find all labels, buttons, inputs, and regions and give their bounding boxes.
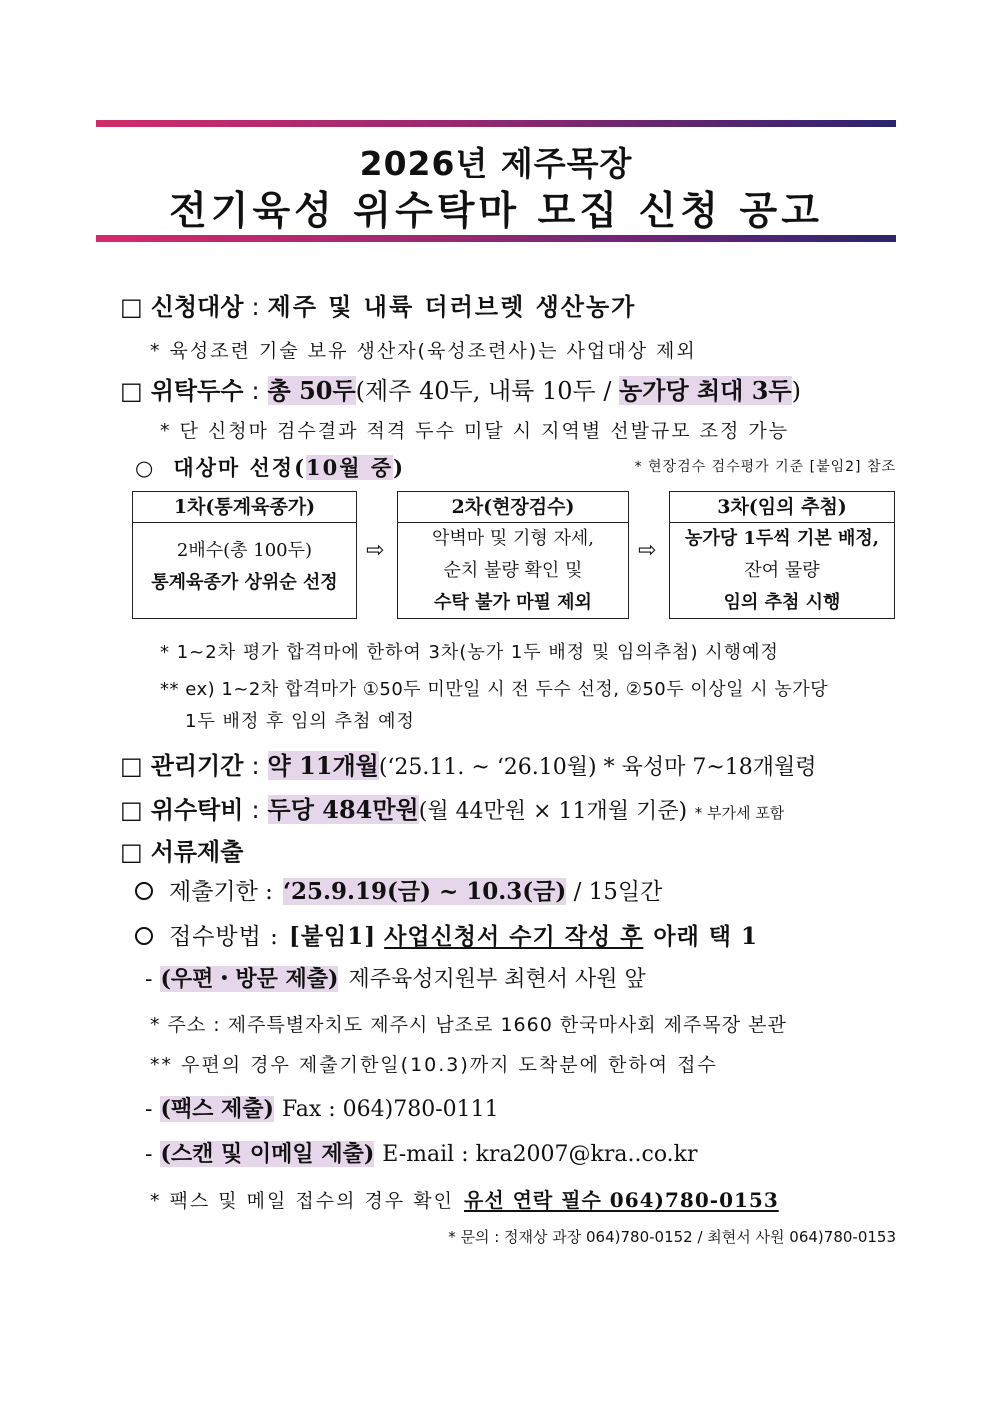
selection-note-2a: ** ex) 1~2차 합격마가 ①50두 미만일 시 전 두수 선정, ②50두 이상일 시 농가당 (160, 679, 829, 700)
section-documents (120, 832, 243, 867)
step-box-2 (397, 491, 629, 619)
step-line: 임의 추첨 시행 (723, 592, 841, 613)
email-value: E-mail : kra2007@kra..co.kr (382, 1142, 698, 1167)
fax-label: (팩스 제출) (160, 1096, 274, 1122)
count-label: 위탁두수 (150, 377, 244, 405)
right-arrow-icon: ⇨ (638, 538, 657, 563)
count-note: * 단 신청마 검수결과 적격 두수 미달 시 지역별 선발규모 조정 가능 (160, 420, 790, 442)
post-label: (우편・방문 제출) (160, 966, 339, 992)
fee-detail: (월 44만원 × 11개월 기준) (418, 799, 688, 824)
step-line: 악벽마 및 기형 자세, (432, 528, 594, 549)
dash: - (145, 1097, 153, 1122)
confirm-row (150, 1184, 779, 1213)
section-fee (120, 790, 784, 825)
period-label: 관리기간 (150, 752, 244, 780)
dash: - (145, 967, 153, 992)
count-per-farm: 농가당 최대 3두 (619, 376, 792, 405)
applicant-label: 신청대상 (150, 293, 244, 321)
method-row (135, 918, 758, 951)
title-line-1: 2026년 제주목장 (359, 144, 633, 183)
separator: : (251, 293, 260, 321)
fax-value: Fax : 064)780-0111 (281, 1097, 499, 1122)
right-arrow-icon: ⇨ (366, 538, 385, 563)
dash: - (145, 1142, 153, 1167)
post-value: 제주육성지원부 최현서 사원 앞 (348, 967, 646, 992)
separator: : (251, 796, 260, 824)
fee-value: 두당 484만원 (267, 795, 419, 824)
method-value: 사업신청서 수기 작성 후 (384, 923, 644, 950)
post-row (145, 962, 646, 993)
step-box-1 (132, 491, 357, 619)
section-period (120, 746, 817, 781)
step-line: 잔여 물량 (744, 560, 820, 581)
step-line: 2배수(총 100두) (176, 540, 313, 561)
step-header: 3차(임의 추첨) (670, 492, 894, 523)
period-value: 약 11개월 (267, 751, 379, 780)
bottom-gradient-rule (96, 235, 896, 242)
fee-small-note: * 부가세 포함 (694, 804, 785, 822)
separator: : (251, 752, 260, 780)
step-line: 수탁 불가 마필 제외 (434, 592, 592, 613)
count-total: 총 50두 (267, 376, 356, 405)
step-header: 1차(통계육종가) (133, 492, 356, 523)
applicant-value: 제주 및 내륙 더러브렛 생산농가 (267, 292, 637, 321)
step-line: 통계육종가 상위순 선정 (151, 572, 338, 593)
selection-side-note: * 현장검수 검수평가 기준 [붙임2] 참조 (634, 459, 896, 475)
deadline-extra: / 15일간 (573, 879, 663, 905)
method-ref: [붙임1] (288, 923, 377, 950)
top-gradient-rule (96, 120, 896, 127)
selection-month: 10월 중 (306, 455, 394, 480)
confirm-value: 유선 연락 필수 064)780-0153 (464, 1188, 779, 1212)
selection-heading (135, 452, 405, 482)
step-header: 2차(현장검수) (398, 492, 628, 523)
checkbox-square-icon: □ (120, 377, 143, 405)
applicant-note: * 육성조련 기술 보유 생산자(육성조련사)는 사업대상 제외 (150, 340, 697, 362)
post-note: ** 우편의 경우 제출기한일(10.3)까지 도착분에 한하여 접수 (150, 1054, 718, 1076)
circle-bullet-icon (135, 927, 153, 945)
contact-note: * 문의 : 정재상 과장 064)780-0152 / 최현서 사원 064)780-0153 (448, 1228, 896, 1246)
checkbox-square-icon: □ (120, 752, 143, 780)
circle-bullet-icon (135, 882, 153, 900)
deadline-value: ‘25.9.19(금) ~ 10.3(금) (282, 878, 567, 905)
step-line: 농가당 1두씩 기본 배정, (684, 528, 880, 549)
email-row (145, 1137, 698, 1168)
selection-note-2b: 1두 배정 후 임의 추첨 예정 (185, 711, 415, 732)
method-label: 접수방법 : (169, 924, 279, 950)
fax-row (145, 1092, 499, 1123)
method-tail: 아래 택 1 (653, 923, 759, 950)
checkbox-square-icon: □ (120, 838, 143, 866)
section-applicant (120, 287, 636, 322)
email-label: (스캔 및 이메일 제출) (160, 1141, 375, 1167)
deadline-label: 제출기한 : (169, 879, 273, 905)
step-line: 순치 불량 확인 및 (443, 560, 583, 581)
selection-close: ) (393, 455, 406, 480)
step-box-3 (669, 491, 895, 619)
section-count (120, 371, 801, 406)
period-detail: (‘25.11. ~ ‘26.10월) * 육성마 7~18개월령 (378, 755, 817, 780)
checkbox-square-icon: □ (120, 796, 143, 824)
count-detail: (제주 40두, 내륙 10두 / (355, 377, 612, 405)
selection-note-1: * 1~2차 평가 합격마에 한하여 3차(농가 1두 배정 및 임의추첨) 시행예정 (160, 642, 779, 663)
checkbox-square-icon: □ (120, 293, 143, 321)
circle-bullet-icon: ○ (135, 456, 156, 480)
address-note: * 주소 : 제주특별자치도 제주시 남조로 1660 한국마사회 제주목장 본관 (150, 1014, 787, 1036)
selection-label: 대상마 선정( (173, 455, 307, 480)
title-line-2: 전기육성 위수탁마 모집 신청 공고 (169, 189, 823, 234)
separator: : (251, 377, 260, 405)
confirm-note: * 팩스 및 메일 접수의 경우 확인 (150, 1190, 454, 1212)
deadline-row (135, 873, 662, 906)
count-close: ) (791, 377, 801, 405)
documents-label: 서류제출 (150, 838, 244, 866)
fee-label: 위수탁비 (150, 796, 244, 824)
